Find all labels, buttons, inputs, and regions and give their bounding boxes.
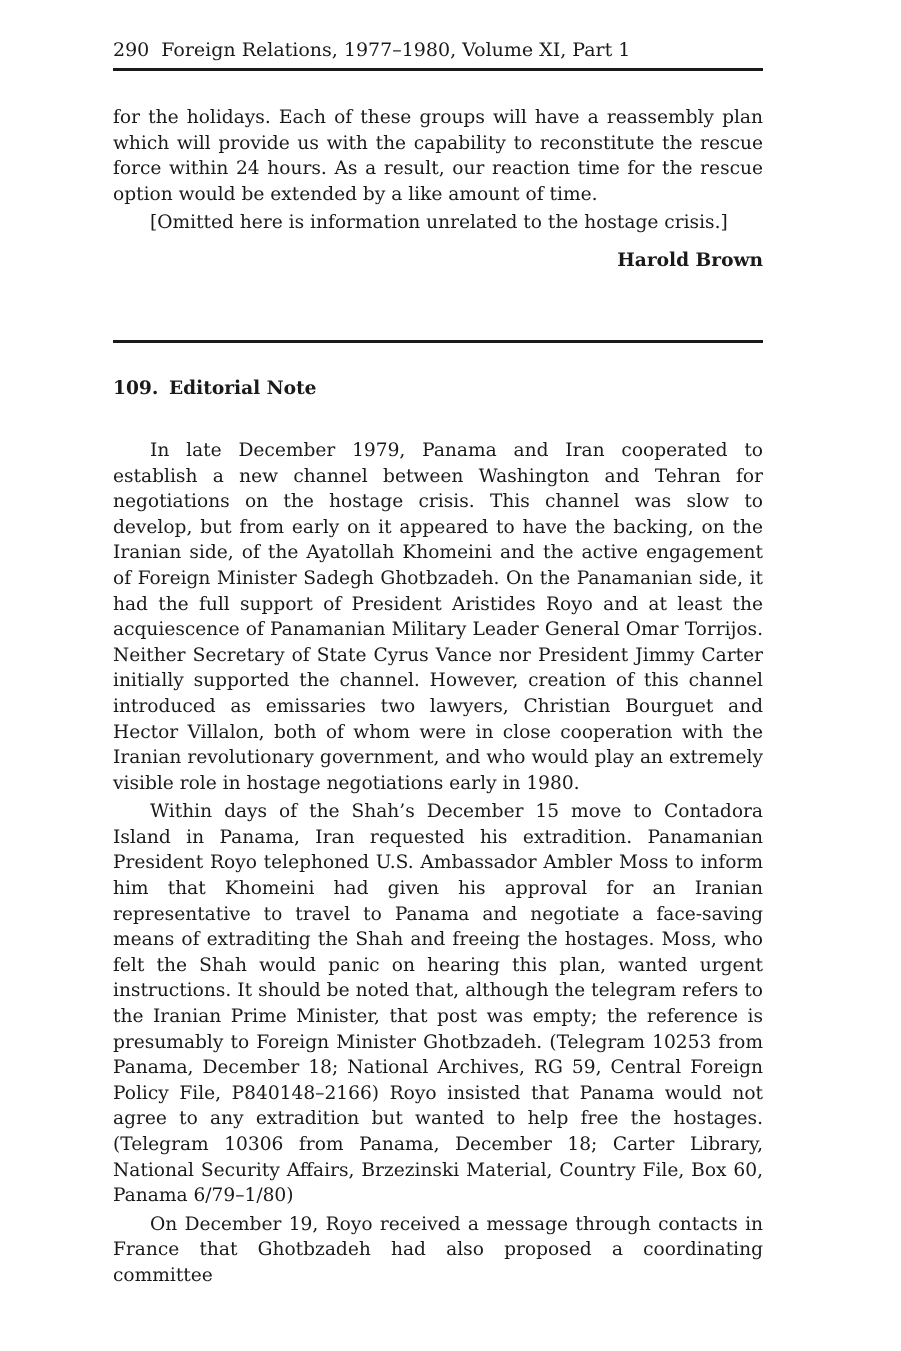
signature: Harold Brown <box>617 249 763 271</box>
paragraph-2: Within days of the Shah’s December 15 move to Contadora Island in Panama, Iran requested his extradition. Panamanian President Royo telephoned U.S. Ambassador Ambler Moss to inform him that Khomeini had given his approval for an Iranian representative to travel to Panama and negotiate a face-saving means of extraditing the Shah and freeing the hostages. Moss, who felt the Shah would panic on hearing this plan, wanted urgent instructions. It should be noted that, although the telegram refers to the Iranian Prime Minister, that post was empty; the reference is presumably to Foreign Minister Ghotbzadeh. (Telegram 10253 from Panama, December 18; National Archives, RG 59, Central Foreign Policy File, P840148–2166) Royo insisted that Panama would not agree to any extradition but wanted to help free the hostages. (Telegram 10306 from Panama, December 18; Carter Library, National Security Affairs, Brzezinski Material, Country File, Box 60, Panama 6/79–1/80) <box>113 801 763 1207</box>
document-number: 109. <box>113 377 159 399</box>
document-heading <box>113 376 763 402</box>
page-number: 290 <box>113 39 150 61</box>
running-head <box>113 36 763 64</box>
document-page <box>113 36 763 1289</box>
paragraph-3: On December 19, Royo received a message through contacts in France that Ghotbzadeh had also proposed a coordinating committee <box>113 1213 763 1286</box>
paragraph-1: In late December 1979, Panama and Iran cooperated to establish a new channel between Washington and Tehran for negotiations on the hostage crisis. This channel was slow to develop, but from early on it appeared to have the backing, on the Iranian side, of the Ayatollah Khomeini and the active engagement of Foreign Minister Sadegh Ghotbzadeh. On the Panamanian side, it had the full support of President Aristides Royo and at least the acquiescence of Panamanian Military Leader General Omar Torrijos. Neither Secretary of State Cyrus Vance nor President Jimmy Carter initially supported the channel. However, creation of this channel introduced as emissaries two lawyers, Christian Bourguet and Hector Villalon, both of whom were in close cooperation with the Iranian revolutionary government, and who would play an extremely visible role in hostage negotiations early in 1980. <box>113 439 763 794</box>
volume-title: Foreign Relations, 1977–1980, Volume XI, Part 1 <box>161 39 631 61</box>
document-title: Editorial Note <box>169 377 317 399</box>
closing-paragraph: for the holidays. Each of these groups will have a reassembly plan which will provide us with the capability to reconstitute the rescue force within 24 hours. As a result, our reaction time for the rescue option would be extended by a like amount of time. <box>113 107 763 205</box>
omission-note: [Omitted here is information unrelated to the hostage crisis.] <box>150 212 728 234</box>
